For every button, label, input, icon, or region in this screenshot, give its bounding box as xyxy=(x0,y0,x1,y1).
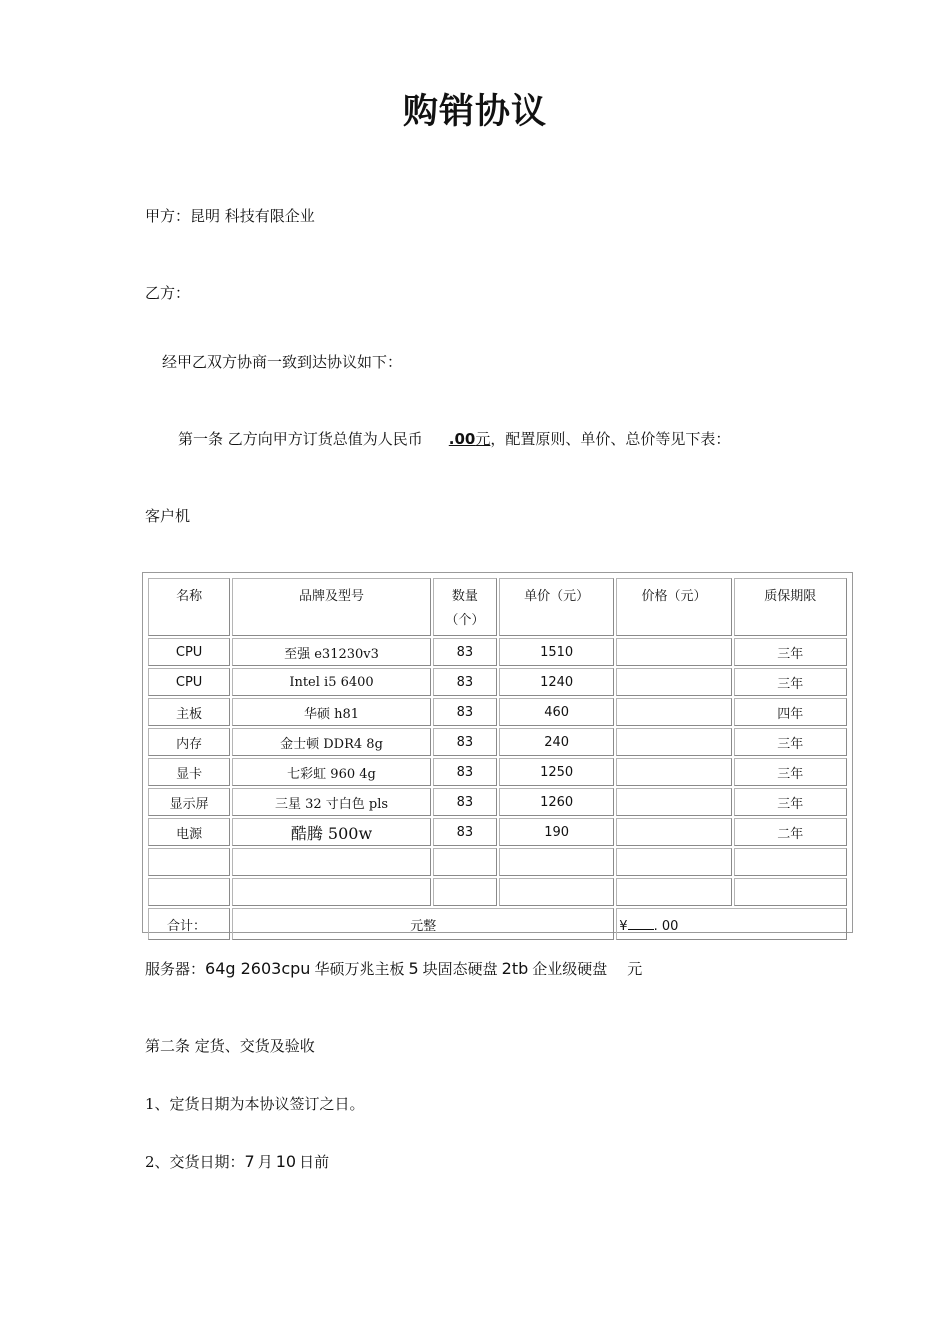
empty-cell xyxy=(232,878,431,906)
header-qty-line1: 数量 xyxy=(451,589,478,604)
empty-cell xyxy=(433,848,497,876)
row-brand: 三星 32 寸白色 pls xyxy=(232,788,431,816)
header-brand: 品牌及型号 xyxy=(232,578,431,636)
row-price xyxy=(616,818,731,846)
empty-cell xyxy=(616,878,731,906)
row-qty: 83 xyxy=(433,638,497,666)
row-name: CPU xyxy=(148,668,230,696)
total-words: 元整 xyxy=(232,908,614,940)
server-unit: 元 xyxy=(627,960,643,978)
empty-cell xyxy=(499,848,614,876)
row-warranty: 三年 xyxy=(734,638,847,666)
item-2-prefix: 2、交货日期： xyxy=(145,1153,245,1171)
empty-cell xyxy=(148,878,230,906)
header-price: 价格（元） xyxy=(616,578,731,636)
empty-cell xyxy=(616,848,731,876)
header-name: 名称 xyxy=(148,578,230,636)
table-row xyxy=(148,728,847,756)
server-spec: 64g 2603cpu xyxy=(205,959,311,978)
row-name: 显卡 xyxy=(148,758,230,786)
row-warranty: 三年 xyxy=(734,728,847,756)
goods-table-frame xyxy=(142,572,853,933)
article-1 xyxy=(178,429,730,449)
row-qty: 83 xyxy=(433,728,497,756)
row-name: 内存 xyxy=(148,728,230,756)
total-price-prefix: ¥ xyxy=(619,918,628,934)
table-row xyxy=(148,668,847,696)
item-2-day-text: 日前 xyxy=(299,1153,330,1171)
table-row xyxy=(148,818,847,846)
header-unit-price: 单价（元） xyxy=(499,578,614,636)
table-row-empty xyxy=(148,878,847,906)
header-qty-line2: （个） xyxy=(445,613,485,628)
row-brand: 华硕 h81 xyxy=(232,698,431,726)
row-unit-price: 1260 xyxy=(499,788,614,816)
server-hdd-text: 企业级硬盘 xyxy=(532,960,608,978)
page-title: 购销协议 xyxy=(402,92,547,132)
empty-cell xyxy=(499,878,614,906)
total-price-blank xyxy=(628,915,654,930)
server-line xyxy=(145,959,642,979)
article-1-amount-blank xyxy=(423,430,491,448)
article-1-unit: 元 xyxy=(475,430,491,448)
party-a: 甲方：昆明 科技有限企业 xyxy=(145,207,315,225)
item-2 xyxy=(145,1152,329,1172)
row-unit-price: 460 xyxy=(499,698,614,726)
row-unit-price: 1240 xyxy=(499,668,614,696)
server-ssd-count: 5 xyxy=(408,959,419,978)
table-header-row xyxy=(148,578,847,636)
row-qty: 83 xyxy=(433,698,497,726)
row-unit-price: 190 xyxy=(499,818,614,846)
item-2-day: 10 xyxy=(275,1152,297,1171)
row-price xyxy=(616,758,731,786)
row-warranty: 四年 xyxy=(734,698,847,726)
article-1-before: 第一条 乙方向甲方订货总值为人民币 xyxy=(178,430,423,448)
server-hdd: 2tb xyxy=(501,959,529,978)
party-b: 乙方： xyxy=(145,284,191,302)
empty-cell xyxy=(734,878,847,906)
row-brand: Intel i5 6400 xyxy=(232,668,431,696)
row-brand: 至强 e31230v3 xyxy=(232,638,431,666)
row-warranty: 三年 xyxy=(734,758,847,786)
table-row xyxy=(148,638,847,666)
server-ssd-text: 块固态硬盘 xyxy=(422,960,498,978)
server-board: 华硕万兆主板 xyxy=(314,960,405,978)
row-price xyxy=(616,698,731,726)
row-unit-price: 1510 xyxy=(499,638,614,666)
row-qty: 83 xyxy=(433,818,497,846)
empty-cell xyxy=(232,848,431,876)
article-1-amount: .00 xyxy=(448,430,476,448)
row-brand: 金士顿 DDR4 8g xyxy=(232,728,431,756)
row-unit-price: 240 xyxy=(499,728,614,756)
intro-text: 经甲乙双方协商一致到达协议如下： xyxy=(162,353,403,371)
table-row xyxy=(148,788,847,816)
table-total-row xyxy=(148,908,847,940)
item-2-month: 7 xyxy=(244,1152,255,1171)
row-warranty: 三年 xyxy=(734,788,847,816)
empty-cell xyxy=(433,878,497,906)
row-price xyxy=(616,668,731,696)
row-price xyxy=(616,638,731,666)
item-1 xyxy=(145,1094,365,1114)
total-price-suffix: . 00 xyxy=(653,918,679,934)
row-unit-price: 1250 xyxy=(499,758,614,786)
goods-table xyxy=(146,576,849,942)
empty-cell xyxy=(148,848,230,876)
row-qty: 83 xyxy=(433,788,497,816)
table-row xyxy=(148,758,847,786)
article-2: 第二条 定货、交货及验收 xyxy=(145,1037,315,1055)
header-warranty: 质保期限 xyxy=(734,578,847,636)
row-qty: 83 xyxy=(433,758,497,786)
empty-cell xyxy=(734,848,847,876)
row-warranty: 三年 xyxy=(734,668,847,696)
article-1-after: ，配置原则、单价、总价等见下表： xyxy=(490,430,731,448)
item-1-text: 1、定货日期为本协议签订之日。 xyxy=(145,1095,365,1113)
total-label: 合计： xyxy=(148,908,230,940)
table-row-empty xyxy=(148,848,847,876)
table-row xyxy=(148,698,847,726)
header-qty xyxy=(433,578,497,636)
row-price xyxy=(616,788,731,816)
row-name: 显示屏 xyxy=(148,788,230,816)
total-price xyxy=(616,908,847,940)
server-label: 服务器： xyxy=(145,960,206,978)
row-name: CPU xyxy=(148,638,230,666)
row-warranty: 二年 xyxy=(734,818,847,846)
row-brand: 酷腾 500w xyxy=(232,818,431,846)
item-2-month-text: 月 xyxy=(257,1153,273,1171)
row-name: 主板 xyxy=(148,698,230,726)
row-name: 电源 xyxy=(148,818,230,846)
row-price xyxy=(616,728,731,756)
row-brand: 七彩虹 960 4g xyxy=(232,758,431,786)
section-client: 客户机 xyxy=(145,507,191,525)
row-qty: 83 xyxy=(433,668,497,696)
